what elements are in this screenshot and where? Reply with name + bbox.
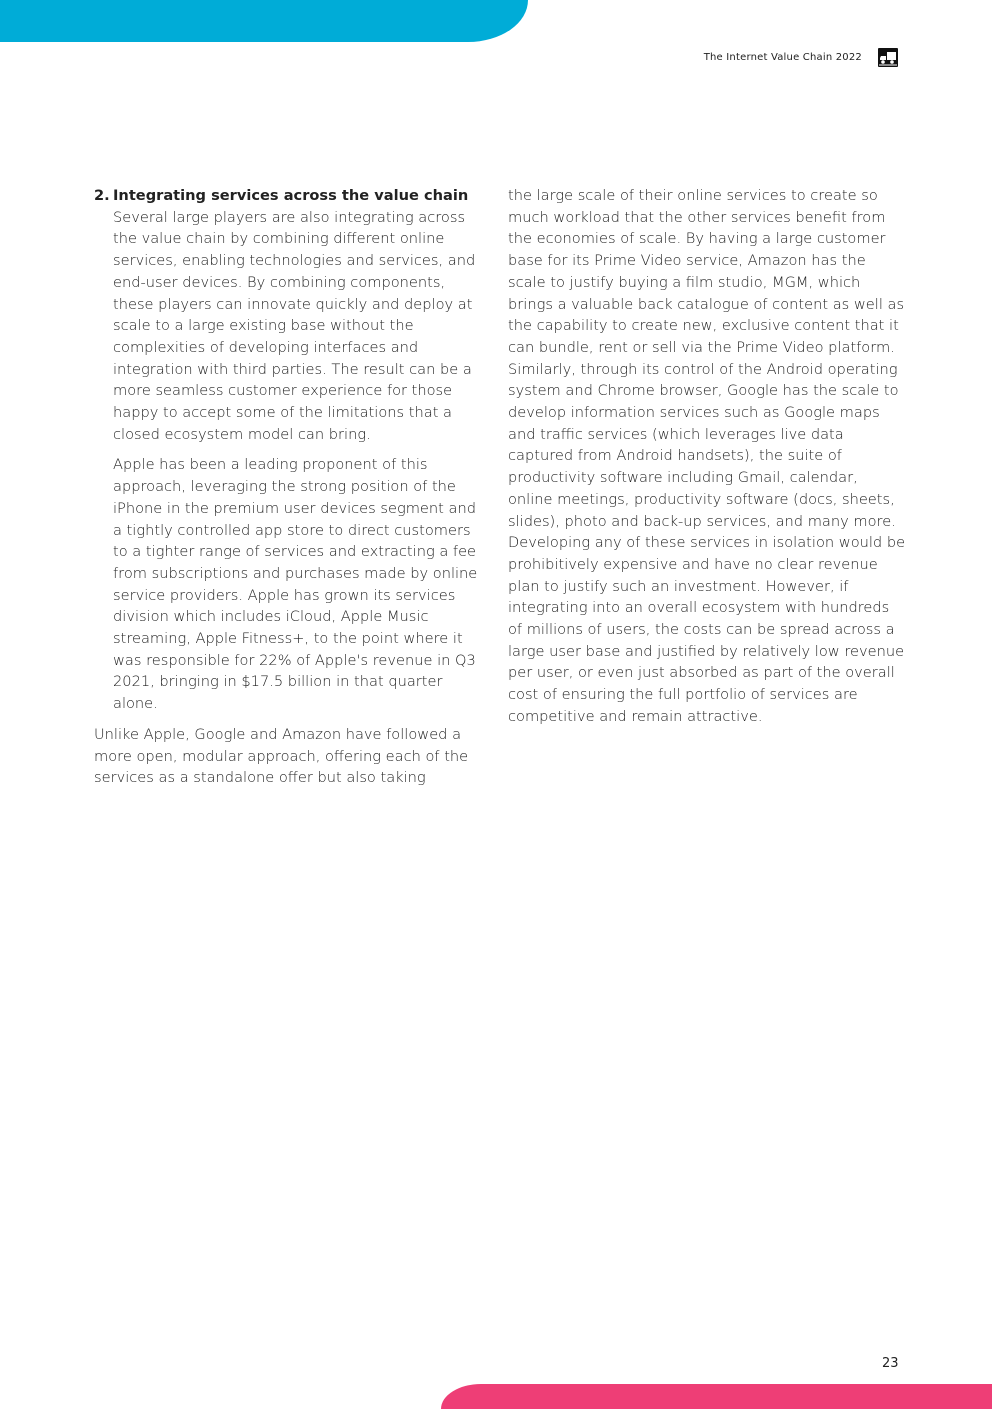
left-column — [94, 185, 486, 789]
bottom-banner — [441, 1384, 992, 1409]
body-paragraph: the large scale of their online services to create so much workload that the other services benefit from the economies of scale. By having a large customer base for its Prime Video service, Amazon has the scale to justify buying a film studio, MGM, which brings a valuable back catalogue of content as well as the capability to create new, exclusive content that it can bundle, rent or sell via the Prime Video platform. Similarly, through its control of the Android operating system and Chrome browser, Google has the scale to develop information services such as Google maps and traffic services (which leverages live data captured from Android handsets), the suite of productivity software including Gmail, calendar, online meetings, productivity software (docs, sheets, slides), photo and back-up services, and many more. Developing any of these services in isolation would be prohibitively expensive and have no clear revenue plan to justify such an investment. However, if integrating into an overall ecosystem with hundreds of millions of users, the costs can be spread across a large user base and justified by relatively low revenue per user, or even just absorbed as part of the overall cost of ensuring the full portfolio of services are competitive and remain attractive. — [508, 187, 906, 725]
body-paragraph: Unlike Apple, Google and Amazon have followed a more open, modular approach, offering each of the services as a standalone offer but also taking — [94, 725, 469, 787]
top-banner — [0, 0, 528, 42]
right-column — [508, 185, 906, 728]
body-paragraph: Several large players are also integrating across the value chain by combining different online services, enabling technologies and services, and end-user devices. By combining components, these players can innovate quickly and deploy at scale to a large existing base without the complexities of developing interfaces and integration with third parties. The result can be a more seamless customer experience for those happy to accept some of the limitations that a closed ecosystem model can bring. — [113, 208, 476, 443]
running-header-title: The Internet Value Chain 2022 — [703, 52, 862, 63]
body-paragraph: Apple has been a leading proponent of this approach, leveraging the strong position of the iPhone in the premium user devices segment and a tightly controlled app store to direct customers to a tighter range of services and extracting a fee from subscriptions and purchases made by online service providers. Apple has grown its services division which includes iCloud, Apple Music streaming, Apple Fitness+, to the point where it was responsible for 22% of Apple's revenue in Q3 2021, bringing in $17.5 billion in that quarter alone. — [113, 456, 478, 713]
page-number: 23 — [882, 1356, 899, 1371]
section-list-item — [94, 185, 486, 715]
section-number: 2. — [94, 187, 110, 204]
truck-icon — [878, 48, 898, 67]
section-title: Integrating services across the value chain — [113, 187, 469, 204]
